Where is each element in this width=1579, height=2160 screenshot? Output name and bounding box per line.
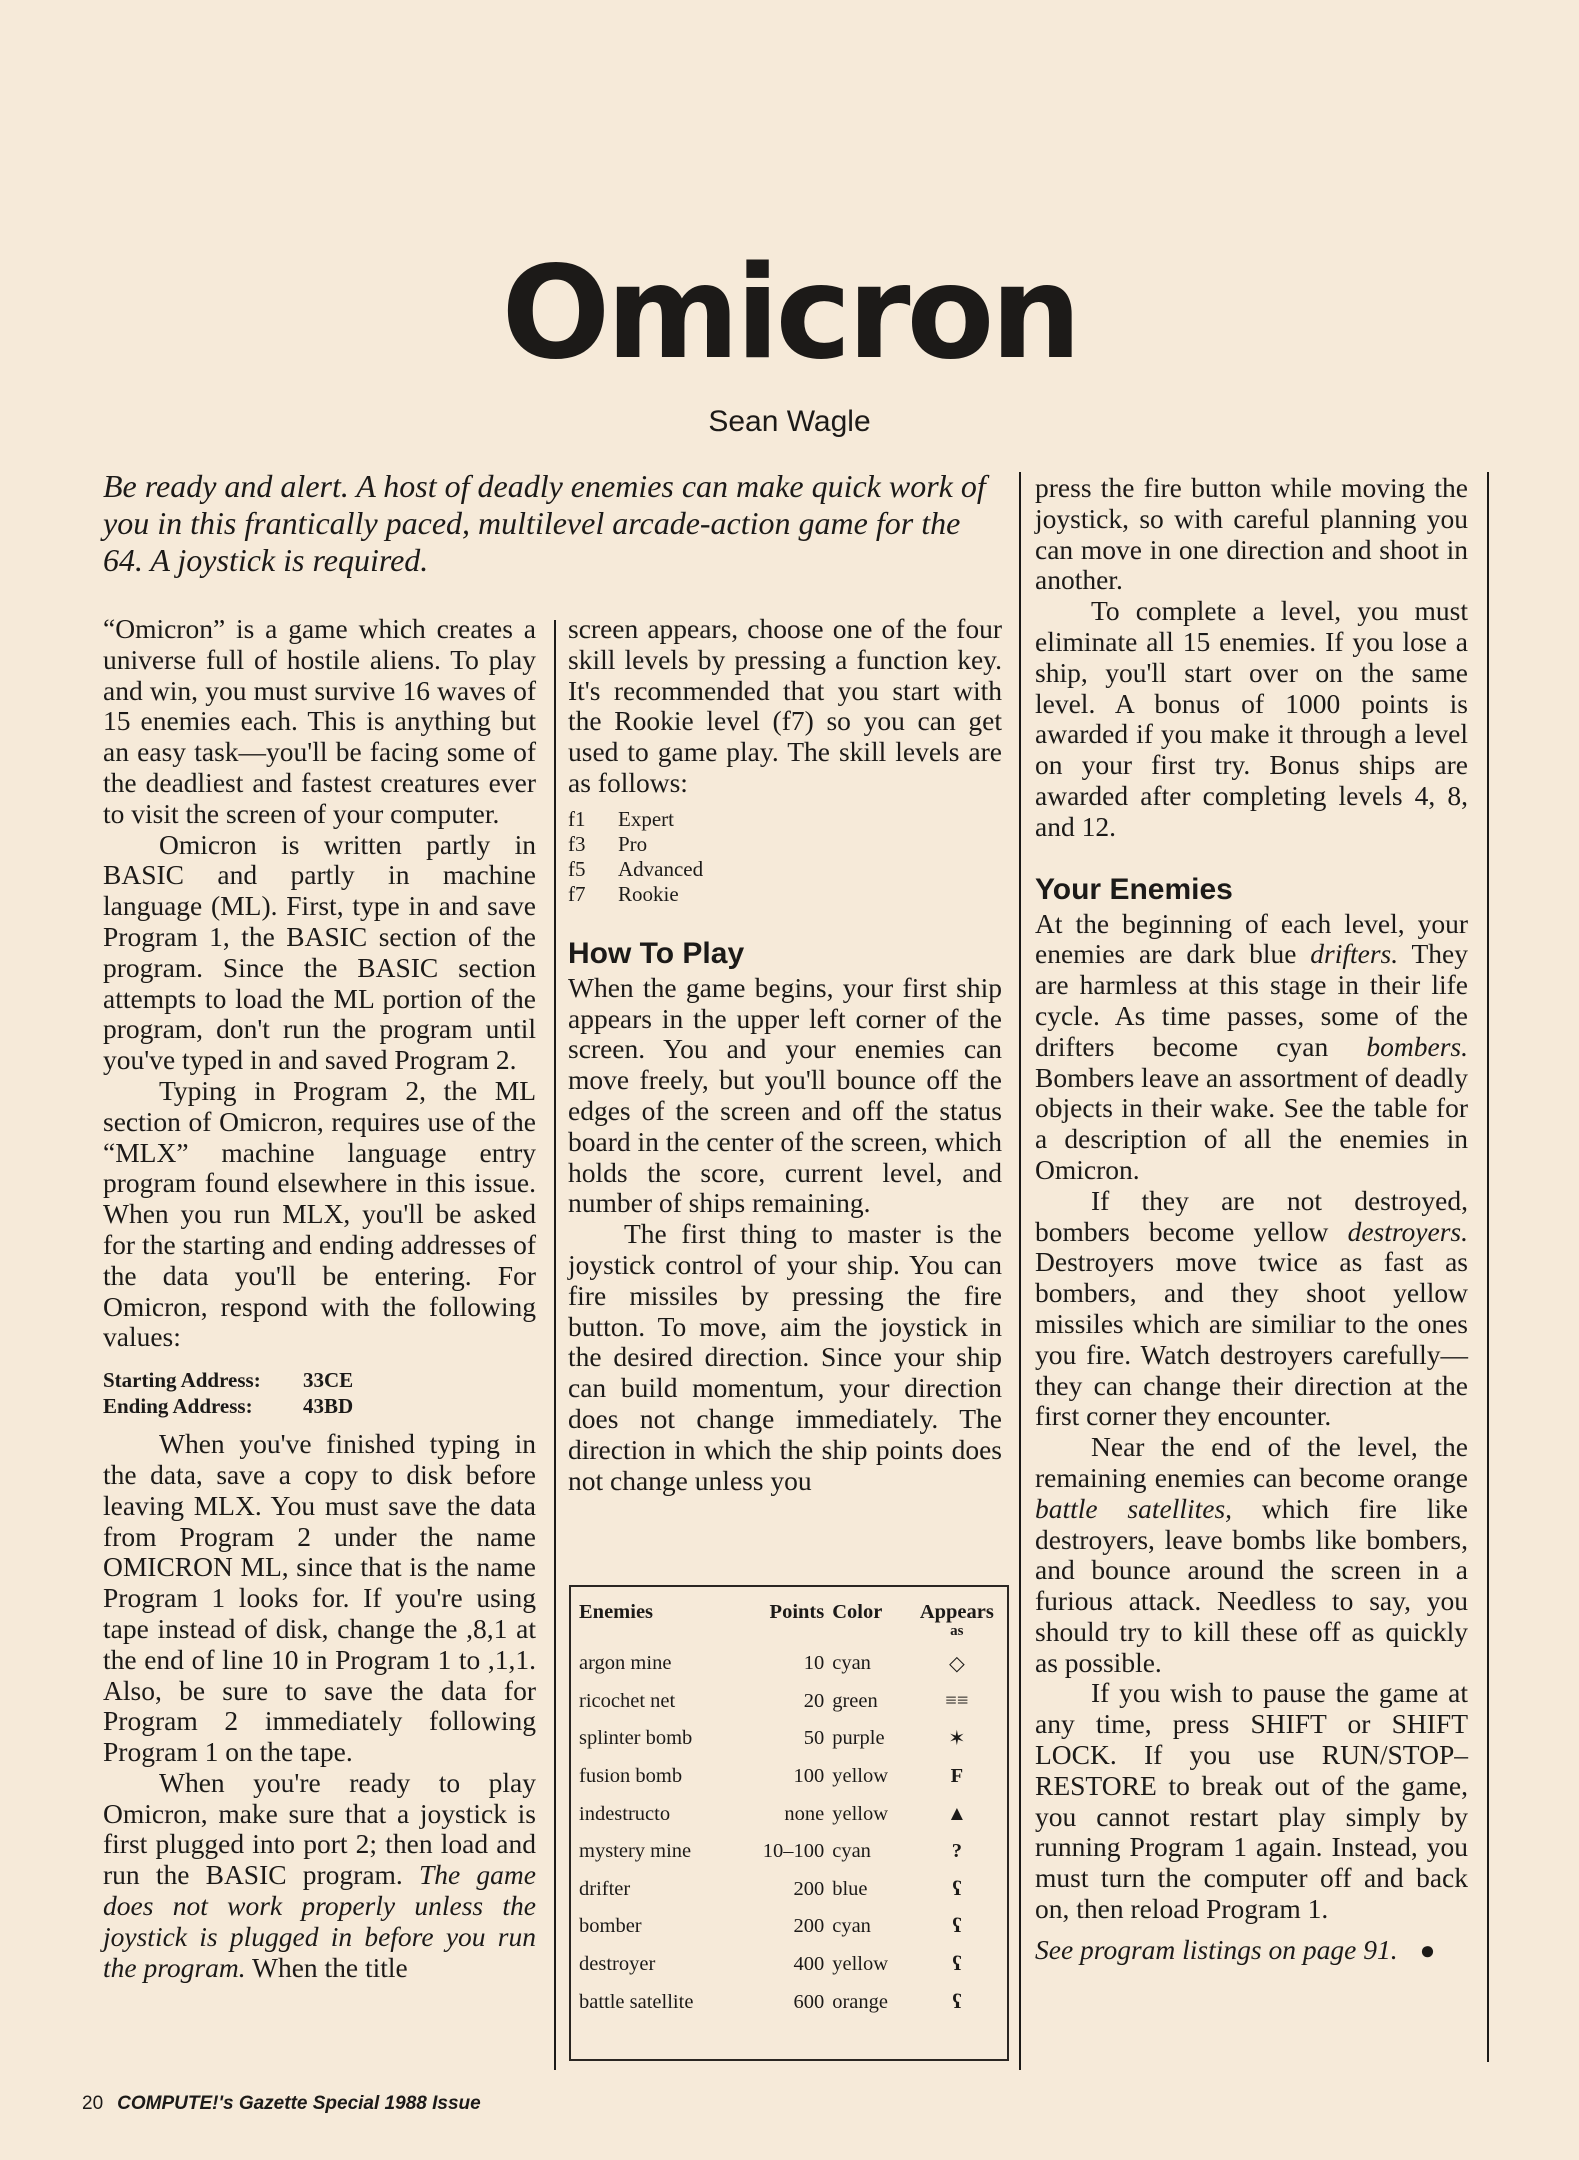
skill-level-list — [568, 807, 1002, 907]
warning-text: The game does not work properly unless the joystick is plugged in before you run the program. — [103, 1859, 536, 1983]
table-row — [571, 1946, 1007, 1984]
enemy-name: fusion bomb — [579, 1765, 683, 1788]
paragraph-text: Bombers leave an assortment of deadly objects in their wake. See the table for a description of all the enemies in Omicron. — [1035, 1061, 1468, 1185]
table-header-row — [571, 1587, 1007, 1645]
drifter-icon: ʕ — [952, 1877, 962, 1900]
section-heading-how-to-play: How To Play — [568, 936, 745, 970]
paragraph — [1035, 1186, 1468, 1432]
skill-level: Pro — [618, 831, 648, 856]
paragraph: Typing in Program 2, the ML section of Omicron, requires use of the “MLX” machine language entry program found elsewhere in this issue. When you run MLX, you'll be asked for the starting and ending addresses of the data you'll be entering. For Omicron, respond with the following values: — [103, 1074, 536, 1353]
mystery-mine-icon: ? — [951, 1840, 962, 1863]
section-heading-your-enemies: Your Enemies — [1035, 872, 1233, 906]
skill-key: f5 — [568, 856, 586, 881]
table-row — [571, 1983, 1007, 2021]
header-appears-label: Appears — [919, 1601, 994, 1623]
column-rule-outer — [1487, 472, 1489, 2062]
enemy-points: 100 — [793, 1765, 825, 1788]
list-item — [568, 857, 1002, 882]
term-battle-satellites: battle satellites, — [1035, 1492, 1233, 1524]
table-row — [571, 1758, 1007, 1796]
enemy-name: ricochet net — [579, 1689, 676, 1712]
paragraph: Omicron is written partly in BASIC and partly in machine language (ML). First, type in and save Program 1, the BASIC section of the program. Since the BASIC section attempts to load the ML portion of the program, don't run the program until you've typed in and saved Program 2. — [103, 828, 536, 1076]
paragraph — [103, 1768, 536, 1984]
enemy-color: green — [832, 1689, 878, 1712]
column-rule-right — [1019, 472, 1021, 2070]
enemy-color: cyan — [832, 1840, 871, 1863]
bomber-icon: ʕ — [952, 1915, 962, 1938]
paragraph — [1035, 909, 1468, 1186]
enemy-points: 20 — [803, 1689, 825, 1712]
enemy-color: yellow — [832, 1953, 889, 1976]
magazine-name: COMPUTE!'s Gazette Special 1988 Issue — [117, 2093, 481, 2114]
skill-key: f3 — [568, 831, 586, 856]
table-row — [571, 1645, 1007, 1683]
paragraph: If you wish to pause the game at any time, press SHIFT or SHIFT LOCK. If you use RUN/STOP–RESTORE to break out of the game, you cannot restart play simply by running Program 1 again. Instead, you must turn the computer off and back on, then reload Program 1. — [1035, 1677, 1468, 1925]
enemies-table — [571, 1587, 1007, 2021]
header-appears — [907, 1587, 1007, 1645]
enemy-color: purple — [832, 1727, 885, 1750]
paragraph-text: At the beginning of each level, your enemies are dark blue — [1035, 907, 1468, 970]
column-3 — [1035, 473, 1468, 1967]
battle-satellite-icon: ʕ — [952, 1990, 962, 2013]
header-appears-sub: as — [950, 1623, 964, 1639]
paragraph: press the fire button while moving the joystick, so with careful planning you can move in one direction and shoot in another. — [1035, 472, 1468, 596]
enemy-points: 200 — [793, 1915, 825, 1938]
enemy-name: destroyer — [579, 1953, 656, 1976]
argon-mine-icon: ◇ — [948, 1653, 965, 1676]
enemy-points: none — [784, 1802, 825, 1825]
paragraph-text: When the title — [251, 1951, 408, 1983]
enemy-name: argon mine — [579, 1652, 672, 1675]
paragraph: The first thing to master is the joystick control of your ship. You can fire missiles by pressing the fire button. To move, aim the joystick in the desired direction. Since your ship can build momentum, your direction does not change immediately. The direction in which the ship points does not change unless you — [568, 1218, 1002, 1496]
enemy-points: 10–100 — [762, 1840, 825, 1863]
paragraph: When the game begins, your first ship appears in the upper left corner of the screen. You and your enemies can move freely, but you'll bounce off the edges of the screen and off the status board in the center of the screen, which holds the score, current level, and number of ships remaining. — [568, 971, 1002, 1219]
enemy-name: drifter — [579, 1877, 631, 1900]
splinter-bomb-icon: ✶ — [948, 1728, 966, 1751]
end-address-value: 43BD — [303, 1394, 354, 1419]
list-item — [568, 832, 1002, 857]
paragraph: “Omicron” is a game which creates a universe full of hostile aliens. To play and win, you must survive 16 waves of 15 enemies each. This is anything but an easy task—you'll be facing some of the deadliest and fastest creatures ever to visit the screen of your computer. — [103, 613, 536, 829]
enemy-name: bomber — [579, 1915, 642, 1938]
address-block — [103, 1367, 536, 1419]
enemy-name: battle satellite — [579, 1990, 694, 2013]
listings-text: See program listings on page 91. — [1035, 1933, 1398, 1965]
indestructo-icon: ▲ — [946, 1802, 967, 1825]
enemy-name: indestructo — [579, 1802, 671, 1825]
enemy-points: 200 — [793, 1877, 825, 1900]
fusion-bomb-icon: F — [950, 1765, 964, 1788]
list-item — [568, 882, 1002, 907]
column-2 — [568, 614, 1002, 1496]
paragraph-text: Destroyers move twice as fast as bombers, and they shoot yellow missiles which are similiar to the ones you fire. Watch destroyers carefully—they can change their direction at the first corner they encounter. — [1035, 1246, 1468, 1432]
paragraph-text: which fire like destroyers, leave bombs like bombers, and bounce around the screen in a furious attack. Needless to say, you should try to kill these off as quickly as possible. — [1035, 1492, 1468, 1678]
enemy-points: 400 — [793, 1953, 825, 1976]
paragraph-text: They are harmless at this stage in their life cycle. As time passes, some of the drifters become cyan — [1035, 938, 1468, 1062]
end-address-label: Ending Address: — [103, 1394, 253, 1419]
header-enemies: Enemies — [579, 1601, 654, 1623]
column-rule-left — [554, 620, 556, 2070]
start-address-value: 33CE — [303, 1368, 354, 1393]
enemy-color: orange — [832, 1990, 889, 2013]
enemy-points: 600 — [793, 1990, 825, 2013]
header-color: Color — [832, 1601, 883, 1623]
paragraph — [1035, 1432, 1468, 1678]
skill-key: f7 — [568, 881, 586, 906]
term-destroyers: destroyers. — [1347, 1215, 1468, 1247]
table-row — [571, 1795, 1007, 1833]
column-1 — [103, 614, 536, 1983]
enemy-name: mystery mine — [579, 1840, 692, 1863]
term-bombers: bombers. — [1366, 1030, 1468, 1062]
paragraph-text: When you're ready to play Omicron, make sure that a joystick is first plugged into port 2; then load and run the BASIC program. — [103, 1766, 536, 1891]
paragraph: To complete a level, you must eliminate all 15 enemies. If you lose a ship, you'll start over on the same level. A bonus of 1000 points is awarded if you make it through a level on your first try. Bonus ships are awarded after completing levels 4, 8, and 12. — [1035, 595, 1468, 842]
table-row — [571, 1683, 1007, 1721]
page-number: 20 — [82, 2093, 104, 2114]
enemies-table-box — [569, 1585, 1009, 2061]
header-points: Points — [769, 1601, 825, 1623]
end-mark-icon: ● — [1419, 1935, 1436, 1965]
enemy-color: yellow — [832, 1765, 889, 1788]
skill-key: f1 — [568, 806, 586, 831]
start-address-label: Starting Address: — [103, 1368, 261, 1393]
enemy-color: cyan — [832, 1915, 871, 1938]
article-title: Omicron — [501, 239, 1078, 388]
destroyer-icon: ʕ — [952, 1953, 962, 1976]
paragraph-text: If they are not destroyed, bombers become yellow — [1035, 1184, 1468, 1247]
table-row — [571, 1833, 1007, 1871]
program-listings-note — [1035, 1935, 1468, 1967]
enemy-color: yellow — [832, 1802, 889, 1825]
paragraph: screen appears, choose one of the four skill levels by pressing a function key. It's recommended that you start with the Rookie level (f7) so you can get used to game play. The skill levels are as follows: — [568, 613, 1002, 798]
article-intro: Be ready and alert. A host of deadly enemies can make quick work of you in this frantically paced, multilevel arcade-action game for the 64. A joystick is required. — [103, 468, 986, 578]
list-item — [568, 807, 1002, 832]
skill-level: Rookie — [618, 881, 679, 906]
enemy-points: 50 — [803, 1727, 825, 1750]
author-byline: Sean Wagle — [708, 405, 871, 438]
paragraph-text: Near the end of the level, the remaining enemies can become orange — [1035, 1431, 1468, 1493]
table-row — [571, 1720, 1007, 1758]
skill-level: Advanced — [618, 856, 704, 881]
enemy-color: cyan — [832, 1652, 871, 1675]
page-footer — [82, 2093, 481, 2115]
term-drifters: drifters. — [1310, 938, 1399, 970]
enemy-name: splinter bomb — [579, 1727, 693, 1750]
table-row — [571, 1871, 1007, 1909]
skill-level: Expert — [618, 806, 674, 831]
enemy-color: blue — [832, 1877, 868, 1900]
paragraph: When you've finished typing in the data, save a copy to disk before leaving MLX. You must save the data from Program 2 under the name OMICRON ML, since that is the name Program 1 looks for. If you're using tape instead of disk, change the ,8,1 at the end of line 10 in Program 1 to ,1,1. Also, be sure to save the data for Program 2 immediately following Program 1 on the tape. — [103, 1428, 536, 1768]
enemy-points: 10 — [803, 1652, 825, 1675]
table-row — [571, 1908, 1007, 1946]
ricochet-net-icon: ≡≡ — [945, 1689, 969, 1712]
